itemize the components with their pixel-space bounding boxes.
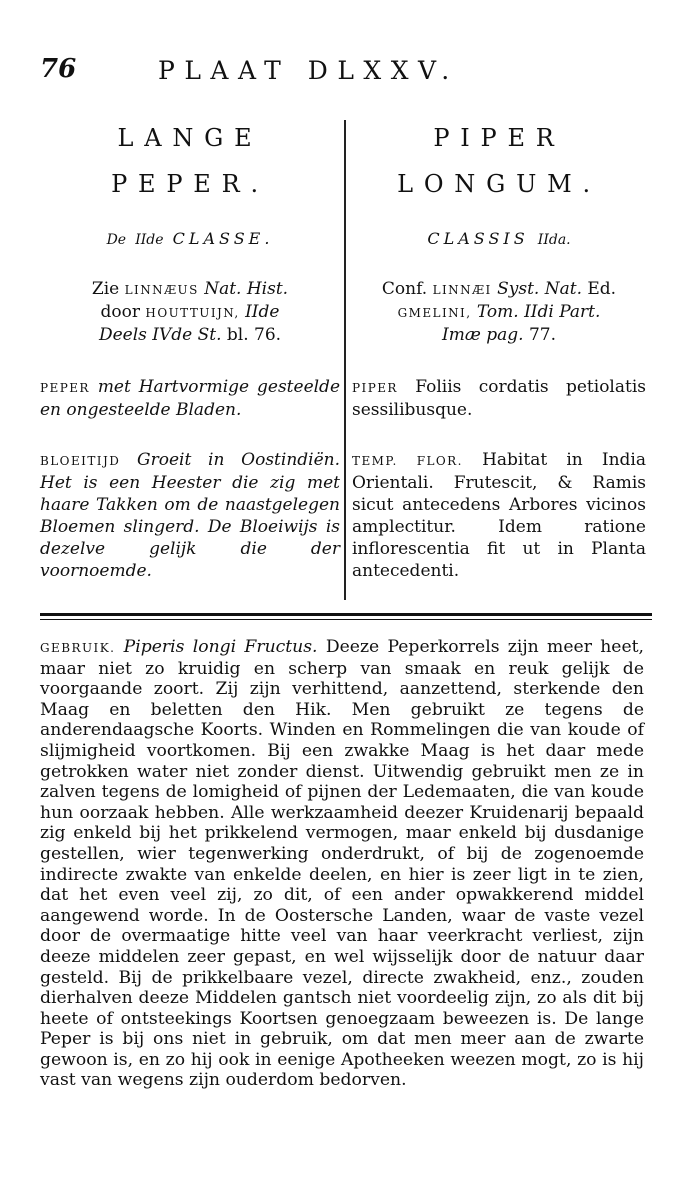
latin-name-line2: LONGUM.: [397, 170, 601, 198]
latin-reference: Conf. LINNÆI Syst. Nat. Ed. GMELINI, Tom. IIdi Part. Imæ pag. 77.: [381, 279, 617, 345]
usage-title: Piperis longi Fructus.: [123, 637, 318, 657]
page-header: [40, 54, 640, 94]
page-number: 76: [40, 54, 77, 84]
dutch-description: PEPER met Hartvormige gesteelde en ongesteelde Bladen.: [40, 377, 341, 420]
usage-label: GEBRUIK.: [40, 641, 116, 655]
dutch-column: [40, 115, 340, 582]
section-rule: [40, 613, 652, 616]
latin-description: PIPER Foliis cordatis petiolatis sessilibusque.: [352, 377, 646, 420]
dutch-name-line1: LANGE: [117, 124, 263, 152]
usage-section: [40, 637, 644, 1091]
dutch-reference: Zie LINNÆUS Nat. Hist. door HOUTTUIJN, IIde Deels IVde St. bl. 76.: [91, 279, 289, 345]
usage-text: Deeze Peperkorrels zijn meer heet, maar niet zo kruidig en scherp van smaak en reuk gelijk de voorgaande zoort. Zij zijn verhittend, aanzettend, sterkende den Maag en beletten den Hik. Men gebruikt ze tegens de anderendaagsche Koorts. Winden en Rommelingen die van koude of slijmigheid voortkomen. Bij een zwakke Maag is het daar mede getrokken water niet zonder dienst. Uitwendig gebruikt men ze in zalven tegens de lomigheid of pijnen der Ledemaaten, die van koude hun oorzaak hebben. Alle werkzaamheid deezer Kruidenarij bepaald zig enkeld bij het prikkelend vermogen, maar enkeld bij dusdanige gestellen, wier tegenwerking onderdrukt, of bij de zogenoemde indirecte zwakte van enkelde deelen, en hier is zeer ligt in te zien, dat het even veel zij, zo dit, of een ander opwakkerend middel aangewend worde. In de Oostersche Landen, waar de vaste vezel door de overmaatige hitte veel van haar veerkracht verliest, zijn deeze middelen zeer gepast, en wel wijsselijk door de natuur daar gesteld. Bij de prikkelbaare vezel, directe zwakheid, enz., zouden dierhalven deeze Middelen gantsch niet voordeelig zijn, zo als dit bij heete of ontsteekings Koortsen genoegzaam beweezen is. De lange Peper is bij ons niet in gebruik, om dat men meer aan de zwarte gewoon is, en zo hij ook in eenige Apotheeken weezen mogt, zo is hij vast van wegens zijn ouderdom bedorven.: [40, 637, 644, 1091]
latin-flowering: TEMP. FLOR. Habitat in India Orientali. Frutescit, & Ramis sicut antecedens Arbores vicinos amplectitur. Idem ratione inflorescentia fit ut in Planta antecedenti.: [352, 450, 647, 581]
plate-title: PLAAT DLXXV.: [158, 56, 459, 85]
dutch-flowering: BLOEITIJD Groeit in Oostindiën. Het is een Heester die zig met haare Takken om de naastgelegen Bloemen slingerd. De Bloeiwijs is dezelve gelijk die der voornoemde.: [40, 450, 341, 581]
column-divider: [344, 120, 346, 600]
latin-column: [352, 115, 646, 582]
dutch-name-line2: PEPER.: [111, 170, 269, 198]
section-rule-thin: [40, 619, 652, 620]
latin-name-line1: PIPER: [433, 124, 565, 152]
dutch-class: De IIde CLASSE.: [106, 229, 274, 248]
latin-class: CLASSIS IIda.: [427, 229, 571, 248]
